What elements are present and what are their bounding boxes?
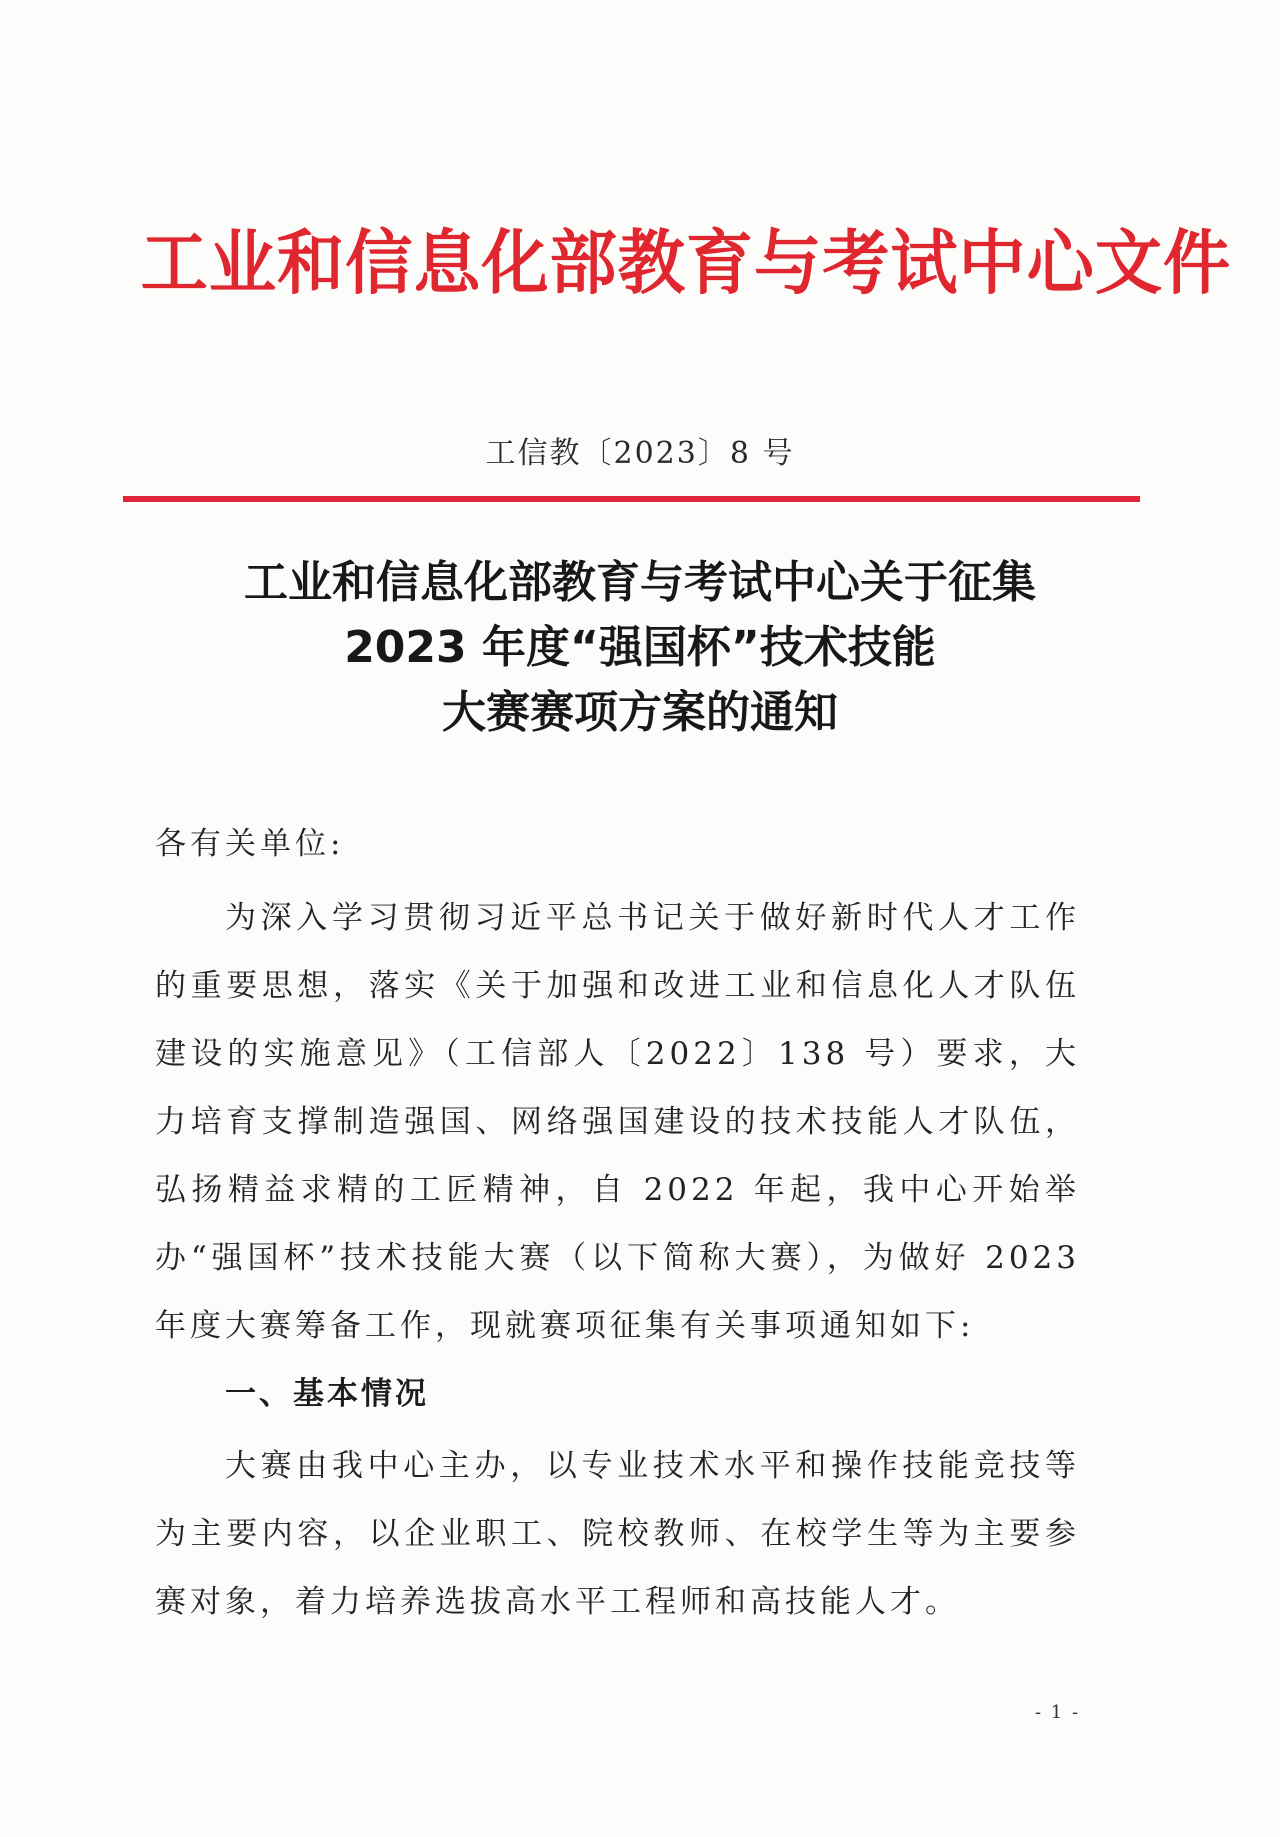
notice-title <box>100 550 1180 745</box>
red-divider-line <box>123 496 1140 502</box>
page-number: - 1 - <box>1035 1702 1081 1723</box>
salutation: 各有关单位: <box>155 826 345 862</box>
title-line-3: 大赛赛项方案的通知 <box>442 687 838 738</box>
body-paragraph-1: 为深入学习贯彻习近平总书记关于做好新时代人才工作的重要思想，落实《关于加强和改进工业和信息化人才队伍建设的实施意见》（工信部人〔2022〕138 号）要求，大力培育支撑制造强国、网络强国建设的技术技能人才队伍，弘扬精益求精的工匠精神，自 2022 年起，我中心开始举办“强国杯”技术技能大赛（以下简称大赛），为做好 2023 年度大赛筹备工作，现就赛项征集有关事项通知如下: <box>155 900 1080 1344</box>
document-masthead: 工业和信息化部教育与考试中心文件 <box>140 222 1232 304</box>
document-number: 工信教〔2023〕8 号 <box>485 436 795 471</box>
title-line-1: 工业和信息化部教育与考试中心关于征集 <box>244 557 1036 608</box>
section-heading-basic-info: 一、基本情况 <box>225 1376 429 1412</box>
body-paragraph-2: 大赛由我中心主办，以专业技术水平和操作技能竞技等为主要内容，以企业职工、院校教师、在校学生等为主要参赛对象，着力培养选拔高水平工程师和高技能人才。 <box>155 1448 1080 1620</box>
title-line-2: 2023 年度“强国杯”技术技能 <box>344 622 936 673</box>
